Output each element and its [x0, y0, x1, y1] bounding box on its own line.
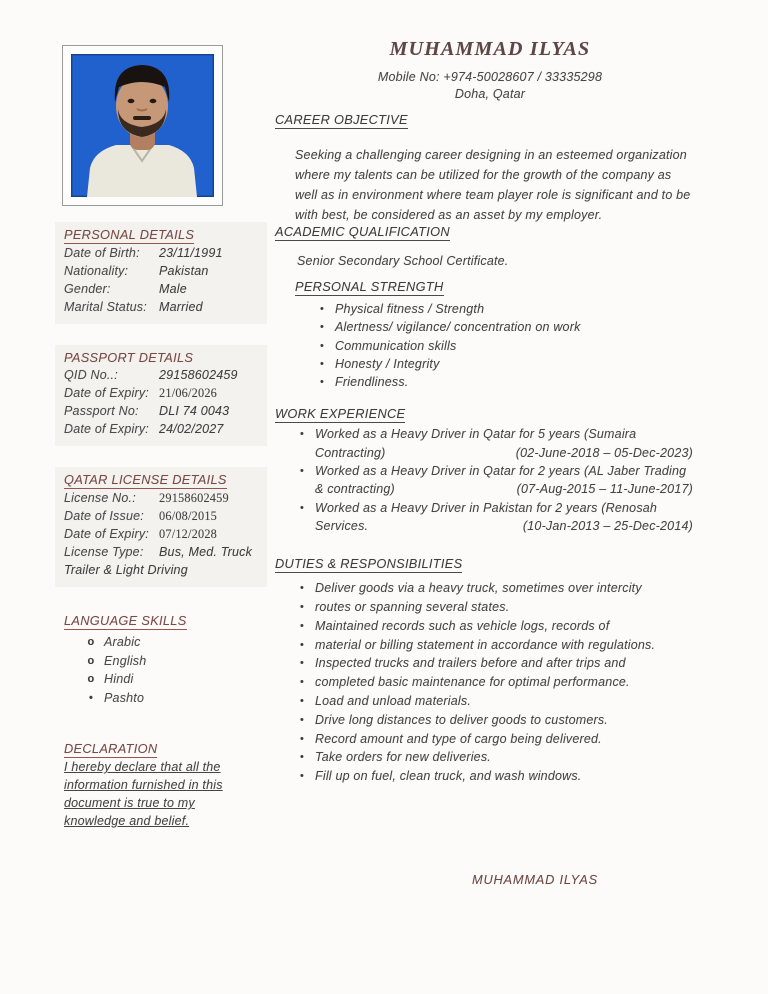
bullet-icon: • — [299, 676, 305, 689]
duty-item — [275, 636, 725, 655]
declaration-line: information furnished in this — [64, 778, 223, 792]
duty-text: Maintained records such as vehicle logs, records of — [315, 618, 610, 633]
detail-value: 06/08/2015 — [159, 509, 218, 523]
hollow-bullet-icon: o — [87, 636, 95, 648]
language-skills-title: LANGUAGE SKILLS — [64, 613, 187, 628]
candidate-name: MUHAMMAD ILYAS — [389, 38, 591, 60]
detail-label: Nationality: — [64, 264, 129, 278]
detail-value: Male — [159, 282, 187, 296]
portrait-photo — [62, 45, 223, 206]
duty-item — [275, 673, 725, 692]
career-objective-section — [275, 112, 707, 225]
duties-section — [275, 556, 725, 786]
detail-label: Date of Issue: — [64, 509, 144, 523]
bullet-icon: • — [299, 770, 305, 783]
bullet-icon: • — [299, 465, 305, 478]
detail-value: 29158602459 — [159, 368, 238, 382]
detail-value: 07/12/2028 — [159, 527, 218, 541]
strength-text: Honesty / Integrity — [335, 356, 440, 371]
duties-title: DUTIES & RESPONSIBILITIES — [275, 556, 463, 572]
detail-value: Pakistan — [159, 264, 209, 278]
personal-details-section — [55, 222, 267, 324]
detail-row — [64, 543, 261, 561]
work-experience-section — [275, 406, 725, 535]
passport-details-title: PASSPORT DETAILS — [64, 350, 194, 365]
strength-text: Communication skills — [335, 338, 457, 353]
language-label: Hindi — [104, 672, 134, 686]
detail-value: 21/06/2026 — [159, 386, 218, 400]
duty-text: Deliver goods via a heavy truck, sometimes over intercity — [315, 581, 642, 596]
detail-label: Date of Expiry: — [64, 422, 149, 436]
bullet-icon: • — [299, 638, 305, 651]
strength-text: Alertness/ vigilance/ concentration on work — [335, 320, 581, 335]
duty-text: Load and unload materials. — [315, 694, 471, 709]
duty-item — [275, 579, 725, 598]
detail-row — [64, 525, 261, 543]
language-item — [64, 633, 261, 652]
duty-item — [275, 711, 725, 730]
detail-row — [64, 384, 261, 402]
strength-item — [295, 318, 725, 336]
detail-row — [64, 280, 261, 298]
detail-label: Gender: — [64, 282, 111, 296]
bullet-icon: • — [319, 321, 325, 334]
personal-strength-title: PERSONAL STRENGTH — [295, 279, 444, 294]
detail-row — [64, 262, 261, 280]
declaration-line: knowledge and belief. — [64, 814, 190, 828]
qatar-license-section — [55, 467, 267, 587]
work-experience-title: WORK EXPERIENCE — [275, 406, 406, 422]
academic-qualification-text: Senior Secondary School Certificate. — [297, 254, 509, 268]
career-objective-title: CAREER OBJECTIVE — [275, 112, 408, 127]
declaration-line: document is true to my — [64, 796, 195, 810]
duty-text: completed basic maintenance for optimal performance. — [315, 675, 630, 690]
personal-strength-section — [295, 279, 725, 391]
language-item — [64, 652, 261, 671]
experience-dates: (02-June-2018 – 05-Dec-2023) — [515, 445, 693, 460]
bullet-icon: • — [319, 357, 325, 370]
duty-text: routes or spanning several states. — [315, 600, 510, 615]
experience-item — [275, 499, 725, 536]
detail-row — [64, 420, 261, 438]
bullet-icon: • — [299, 751, 305, 764]
detail-row — [64, 489, 261, 507]
experience-dates: (10-Jan-2013 – 25-Dec-2014) — [522, 518, 693, 533]
mobile-number: Mobile No: +974-50028607 / 33335298 — [377, 70, 603, 84]
bullet-icon: • — [319, 376, 325, 389]
bullet-icon: • — [319, 339, 325, 352]
duty-text: Drive long distances to deliver goods to customers. — [315, 712, 608, 727]
language-label: Arabic — [104, 635, 141, 649]
license-type-wrap: Trailer & Light Driving — [64, 563, 188, 577]
duty-text: Take orders for new deliveries. — [315, 750, 491, 765]
duty-item — [275, 692, 725, 711]
strength-item — [295, 300, 725, 318]
experience-dates: (07-Aug-2015 – 11-June-2017) — [516, 482, 693, 497]
bullet-icon: • — [299, 657, 305, 670]
experience-line: Worked as a Heavy Driver in Qatar for 5 years (Sumaira — [315, 427, 637, 442]
strength-text: Friendliness. — [335, 375, 409, 390]
declaration-title: DECLARATION — [64, 741, 158, 756]
academic-qualification-title: ACADEMIC QUALIFICATION — [275, 224, 450, 239]
bullet-icon: • — [299, 501, 305, 514]
detail-value: Bus, Med. Truck — [159, 545, 253, 559]
duty-item — [275, 730, 725, 749]
experience-continuation: Services. — [315, 518, 369, 533]
language-label: English — [104, 653, 147, 668]
detail-label: License Type: — [64, 545, 144, 559]
bullet-icon: • — [319, 303, 325, 315]
language-item — [64, 689, 261, 708]
duty-text: Record amount and type of cargo being delivered. — [315, 731, 602, 746]
filled-bullet-icon: • — [88, 691, 94, 704]
duty-text: Inspected trucks and trailers before and after trips and — [315, 656, 626, 671]
location: Doha, Qatar — [454, 87, 526, 101]
strength-item — [295, 355, 725, 373]
detail-value: DLI 74 0043 — [159, 404, 230, 418]
detail-label: QID No..: — [64, 368, 118, 382]
academic-qualification-section — [275, 224, 725, 268]
language-item — [64, 670, 261, 689]
duty-item — [275, 598, 725, 617]
experience-line: Worked as a Heavy Driver in Qatar for 2 years (AL Jaber Trading — [315, 464, 687, 479]
detail-label: License No.: — [64, 491, 136, 505]
detail-label: Passport No: — [64, 404, 139, 418]
career-objective-text: Seeking a challenging career designing in an esteemed organization where my talents can be utilized for the growth of the company as well as in environment where team player role is significant and to be with best, be considered as an asset by my employer. — [295, 148, 691, 222]
duty-item — [275, 748, 725, 767]
declaration-line: I hereby declare that all the — [64, 760, 221, 774]
bullet-icon: • — [299, 582, 305, 595]
declaration-section — [55, 736, 267, 838]
passport-details-section — [55, 345, 267, 446]
duty-text: material or billing statement in accordance with regulations. — [315, 637, 656, 652]
bullet-icon: • — [299, 695, 305, 708]
strength-item — [295, 373, 725, 391]
detail-value: 24/02/2027 — [159, 422, 224, 436]
detail-row — [64, 244, 261, 262]
language-skills-section — [55, 608, 267, 715]
detail-label: Date of Expiry: — [64, 386, 149, 400]
language-label: Pashto — [104, 690, 145, 705]
right-column — [275, 224, 725, 786]
strength-text: Physical fitness / Strength — [335, 302, 485, 316]
detail-label: Date of Birth: — [64, 246, 140, 260]
duty-text: Fill up on fuel, clean truck, and wash windows. — [315, 769, 582, 784]
detail-row — [64, 402, 261, 420]
header — [260, 38, 720, 101]
bullet-icon: • — [299, 601, 305, 614]
personal-details-title: PERSONAL DETAILS — [64, 227, 195, 242]
detail-label: Marital Status: — [64, 300, 147, 314]
detail-row — [64, 298, 261, 316]
experience-item — [275, 462, 725, 499]
bullet-icon: • — [299, 428, 305, 441]
left-column — [55, 222, 267, 859]
experience-item — [275, 425, 725, 462]
detail-label: Date of Expiry: — [64, 527, 149, 541]
qatar-license-title: QATAR LICENSE DETAILS — [64, 472, 227, 487]
portrait-photo-drawing — [71, 54, 214, 197]
detail-value: Married — [159, 300, 203, 314]
hollow-bullet-icon: o — [87, 673, 95, 685]
detail-row — [64, 507, 261, 525]
experience-line: Worked as a Heavy Driver in Pakistan for 2 years (Renosah — [315, 500, 658, 515]
duty-item — [275, 654, 725, 673]
bullet-icon: • — [299, 732, 305, 745]
experience-continuation: & contracting) — [315, 482, 395, 497]
bullet-icon: • — [299, 619, 305, 632]
detail-row — [64, 366, 261, 384]
bullet-icon: • — [299, 713, 305, 726]
duty-item — [275, 617, 725, 636]
detail-value: 23/11/1991 — [159, 246, 223, 260]
detail-value: 29158602459 — [159, 491, 229, 505]
hollow-bullet-icon: o — [87, 654, 95, 667]
footer-name: MUHAMMAD ILYAS — [472, 872, 598, 887]
strength-item — [295, 337, 725, 355]
duty-item — [275, 767, 725, 786]
experience-continuation: Contracting) — [315, 445, 386, 460]
